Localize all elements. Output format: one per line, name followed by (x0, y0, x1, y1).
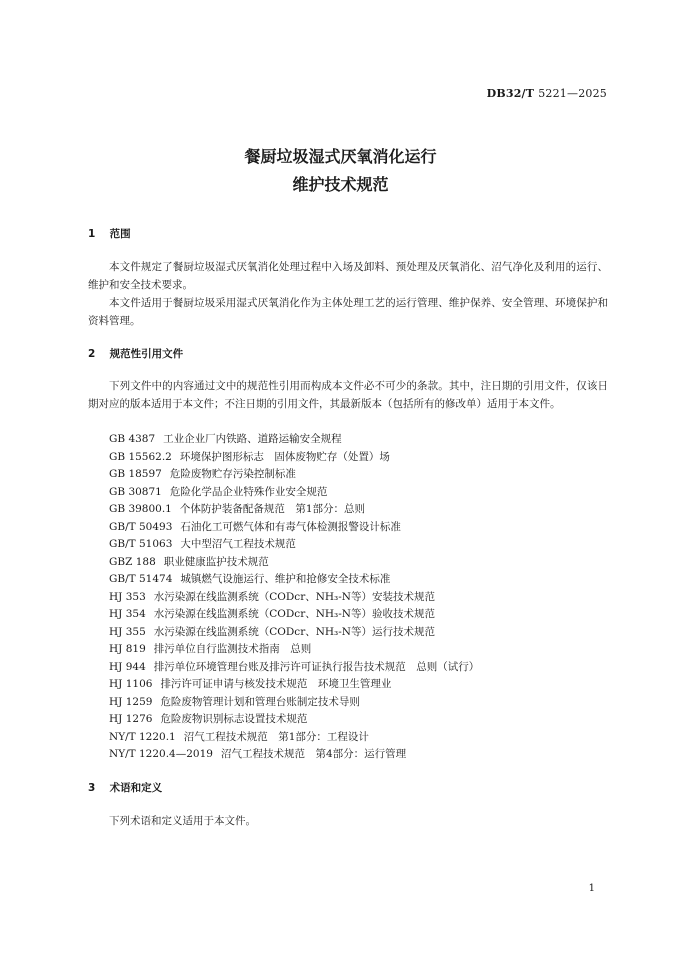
reference-code: GB 30871 (109, 485, 162, 498)
reference-item (109, 520, 401, 534)
reference-title: 沼气工程技术规范 第4部分：运行管理 (220, 748, 407, 760)
reference-item (109, 625, 435, 639)
reference-title: 环境保护图形标志 固体废物贮存（处置）场 (179, 450, 390, 463)
reference-item (109, 485, 327, 499)
reference-code: HJ 819 (109, 643, 146, 655)
reference-item (109, 677, 391, 691)
terms-intro: 下列术语和定义适用于本文件。 (109, 815, 256, 827)
reference-title: 危险化学品企业特殊作业安全规范 (169, 485, 328, 498)
section-title: 规范性引用文件 (109, 348, 184, 360)
section-number: 3 (88, 782, 96, 794)
standard-code (487, 87, 607, 100)
reference-item (109, 450, 390, 464)
reference-item (109, 432, 342, 446)
reference-item (109, 537, 296, 551)
reference-code: HJ 353 (109, 590, 146, 603)
reference-item (109, 572, 390, 586)
standard-number: 5221—2025 (538, 87, 607, 100)
reference-title: 危险废物贮存污染控制标准 (169, 468, 296, 480)
standard-prefix: DB32/T (486, 87, 535, 100)
reference-title: 水污染源在线监测系统（CODcr、NH₃-N等）验收技术规范 (153, 608, 435, 620)
reference-code: GB 39800.1 (109, 503, 172, 515)
reference-title: 危险废物识别标志设置技术规范 (160, 713, 308, 725)
reference-item (109, 642, 311, 656)
reference-code: HJ 1106 (109, 678, 153, 690)
reference-code: GB 4387 (109, 433, 156, 445)
reference-item (109, 555, 269, 569)
reference-item (109, 695, 360, 709)
section-heading-references (88, 347, 183, 361)
reference-title: 个体防护装备配备规范 第1部分：总则 (179, 503, 366, 515)
reference-item (109, 730, 369, 744)
section-heading-scope (88, 227, 131, 241)
reference-title: 排污单位自行监测技术指南 总则 (153, 643, 312, 655)
reference-title: 职业健康监护技术规范 (163, 555, 269, 568)
document-title-line2: 维护技术规范 (292, 175, 389, 194)
reference-title: 石油化工可燃气体和有毒气体检测报警设计标准 (180, 520, 401, 533)
scope-paragraph-2: 本文件适用于餐厨垃圾采用湿式厌氧消化作为主体处理工艺的运行管理、维护保养、安全管理、环境保护和资料管理。 (88, 297, 608, 327)
reference-code: HJ 1259 (109, 695, 153, 708)
reference-item (109, 607, 435, 621)
reference-title: 水污染源在线监测系统（CODcr、NH₃-N等）运行技术规范 (153, 625, 435, 638)
reference-title: 大中型沼气工程技术规范 (180, 538, 296, 550)
reference-item (109, 502, 365, 516)
section-number: 1 (88, 228, 96, 240)
reference-code: GB/T 51063 (109, 538, 173, 550)
reference-code: HJ 1276 (109, 713, 153, 725)
reference-title: 排污许可证申请与核发技术规范 环境卫生管理业 (160, 678, 392, 690)
reference-title: 沼气工程技术规范 第1部分：工程设计 (183, 730, 369, 743)
reference-title: 危险废物管理计划和管理台账制定技术导则 (160, 695, 360, 708)
reference-item (109, 660, 479, 674)
reference-item (109, 467, 296, 481)
reference-code: HJ 944 (109, 660, 146, 673)
reference-title: 排污单位环境管理台账及排污许可证执行报告技术规范 总则（试行） (153, 660, 480, 673)
reference-item (109, 747, 406, 761)
page-number: 1 (588, 883, 595, 894)
document-title-line1: 餐厨垃圾湿式厌氧消化运行 (244, 147, 437, 166)
reference-title: 工业企业厂内铁路、道路运输安全规程 (163, 433, 342, 445)
reference-code: GBZ 188 (109, 555, 156, 568)
reference-code: GB 18597 (109, 468, 162, 480)
reference-code: GB 15562.2 (109, 450, 172, 463)
scope-paragraph-1: 本文件规定了餐厨垃圾湿式厌氧消化处理过程中入场及卸料、预处理及厌氧消化、沼气净化及利用的运行、维护和安全技术要求。 (88, 261, 608, 291)
reference-code: NY/T 1220.4—2019 (109, 748, 213, 760)
reference-code: HJ 355 (109, 625, 146, 638)
reference-code: GB/T 50493 (109, 520, 173, 533)
reference-item (109, 712, 307, 726)
section-title: 术语和定义 (109, 782, 163, 794)
reference-code: GB/T 51474 (109, 573, 173, 585)
references-intro: 下列文件中的内容通过文中的规范性引用而构成本文件必不可少的条款。其中，注日期的引用文件，仅该日期对应的版本适用于本文件；不注日期的引用文件，其最新版本（包括所有的修改单）适用于本文件。 (88, 380, 608, 410)
reference-title: 城镇燃气设施运行、维护和抢修安全技术标准 (180, 573, 391, 585)
section-number: 2 (88, 348, 96, 360)
reference-code: HJ 354 (109, 608, 146, 620)
reference-item (109, 590, 435, 604)
section-heading-terms (88, 781, 162, 795)
reference-code: NY/T 1220.1 (109, 730, 176, 743)
reference-title: 水污染源在线监测系统（CODcr、NH₃-N等）安装技术规范 (153, 590, 435, 603)
section-title: 范围 (109, 228, 131, 240)
